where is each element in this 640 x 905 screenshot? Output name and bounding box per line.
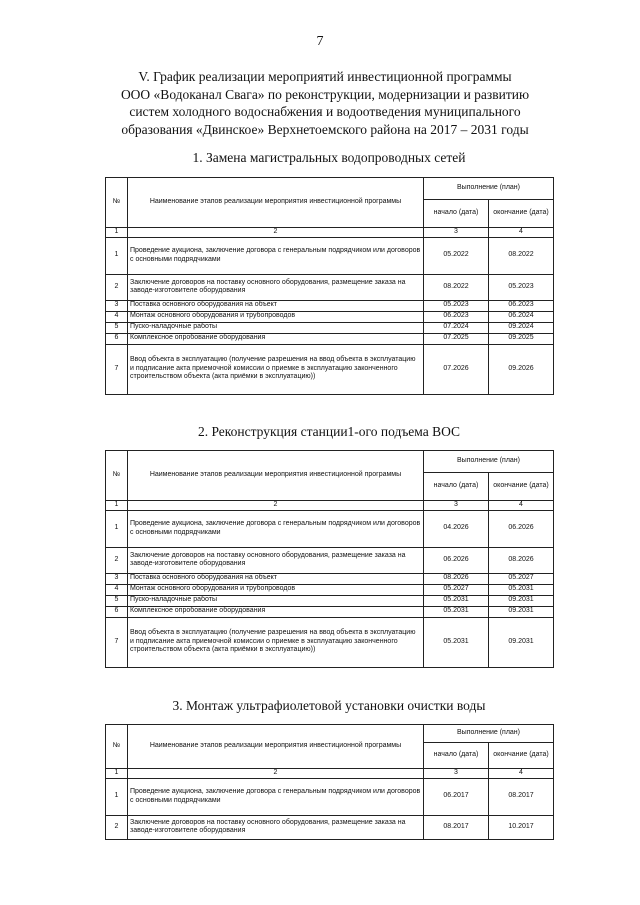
- row-name: Пуско-наладочные работы: [128, 322, 424, 333]
- row-num: 4: [106, 311, 128, 322]
- row-start: 06.2026: [424, 547, 489, 573]
- row-num: 6: [106, 606, 128, 617]
- table-row: [106, 300, 554, 311]
- row-name: Поставка основного оборудования на объект: [128, 300, 424, 311]
- header-end: окончание (дата): [489, 473, 554, 501]
- row-start: 07.2026: [424, 344, 489, 394]
- table-row: [106, 333, 554, 344]
- header-col-number: 1: [106, 501, 128, 511]
- row-name: Монтаж основного оборудования и трубопроводов: [128, 311, 424, 322]
- row-num: 7: [106, 344, 128, 394]
- row-name: Проведение аукциона, заключение договора с генеральным подрядчиком или договоров с основными подрядчиками: [128, 510, 424, 547]
- row-end: 06.2026: [489, 510, 554, 547]
- row-start: 05.2031: [424, 606, 489, 617]
- row-end: 05.2023: [489, 274, 554, 300]
- row-num: 1: [106, 237, 128, 274]
- row-num: 1: [106, 510, 128, 547]
- row-start: 05.2031: [424, 617, 489, 667]
- header-col-number: 4: [489, 228, 554, 238]
- row-end: 06.2023: [489, 300, 554, 311]
- row-end: 10.2017: [489, 815, 554, 839]
- row-start: 05.2031: [424, 595, 489, 606]
- header-execution: Выполнение (план): [424, 178, 554, 200]
- row-end: 09.2031: [489, 617, 554, 667]
- row-num: 7: [106, 617, 128, 667]
- row-num: 5: [106, 595, 128, 606]
- row-end: 05.2031: [489, 584, 554, 595]
- header-col-number: 3: [424, 501, 489, 511]
- table-row: [106, 322, 554, 333]
- table-row: [106, 510, 554, 547]
- row-name: Комплексное опробование оборудования: [128, 606, 424, 617]
- header-col-number: 4: [489, 501, 554, 511]
- title-line: образования «Двинское» Верхнетоемского района на 2017 – 2031 годы: [121, 121, 529, 137]
- title-line: V. График реализации мероприятий инвестиционной программы: [138, 69, 512, 84]
- row-end: 09.2026: [489, 344, 554, 394]
- table-row: [106, 237, 554, 274]
- row-end: 09.2025: [489, 333, 554, 344]
- header-col-number: 2: [128, 501, 424, 511]
- table-row: [106, 311, 554, 322]
- table-row: [106, 573, 554, 584]
- section-heading: 1. Замена магистральных водопроводных сетей: [192, 150, 466, 165]
- header-start: начало (дата): [424, 473, 489, 501]
- table-row: [106, 584, 554, 595]
- row-start: 06.2017: [424, 778, 489, 815]
- row-start: 08.2017: [424, 815, 489, 839]
- row-start: 05.2027: [424, 584, 489, 595]
- row-start: 07.2025: [424, 333, 489, 344]
- title-line: ООО «Водоканал Свага» по реконструкции, модернизации и развитию: [120, 86, 530, 102]
- row-end: 09.2031: [489, 595, 554, 606]
- title-line: систем холодного водоснабжения и водоотведения муниципального: [129, 104, 521, 119]
- row-num: 2: [106, 815, 128, 839]
- row-name: Монтаж основного оборудования и трубопроводов: [128, 584, 424, 595]
- row-start: 08.2022: [424, 274, 489, 300]
- row-end: 09.2031: [489, 606, 554, 617]
- header-end: окончание (дата): [489, 200, 554, 228]
- row-num: 3: [106, 573, 128, 584]
- table-row: [106, 778, 554, 815]
- row-end: 08.2017: [489, 778, 554, 815]
- row-num: 2: [106, 547, 128, 573]
- table-row: [106, 815, 554, 839]
- row-name: Ввод объекта в эксплуатацию (получение разрешения на ввод объекта в эксплуатацию и подписание акта приемочной комиссии о приемке в эксплуатацию законченного строительством объекта (акта приёмки в эксплуатацию)): [128, 617, 424, 667]
- header-execution: Выполнение (план): [424, 451, 554, 473]
- row-num: 4: [106, 584, 128, 595]
- row-start: 06.2023: [424, 311, 489, 322]
- table-row: [106, 547, 554, 573]
- table-row: [106, 617, 554, 667]
- page-number: 7: [316, 34, 324, 49]
- row-end: 08.2022: [489, 237, 554, 274]
- row-start: 05.2022: [424, 237, 489, 274]
- row-end: 05.2027: [489, 573, 554, 584]
- row-name: Заключение договоров на поставку основного оборудования, размещение заказа на заводе-изготовителе оборудования: [128, 547, 424, 573]
- header-start: начало (дата): [424, 743, 489, 769]
- row-end: 08.2026: [489, 547, 554, 573]
- schedule-table: [105, 177, 554, 395]
- section-heading: 2. Реконструкция станции1-ого подъема ВОС: [197, 424, 461, 439]
- row-num: 5: [106, 322, 128, 333]
- schedule-table: [105, 724, 554, 840]
- row-start: 07.2024: [424, 322, 489, 333]
- row-name: Поставка основного оборудования на объект: [128, 573, 424, 584]
- header-start: начало (дата): [424, 200, 489, 228]
- header-col-number: 2: [128, 769, 424, 779]
- schedule-table: [105, 450, 554, 668]
- table-row: [106, 595, 554, 606]
- section-heading: 3. Монтаж ультрафиолетовой установки очистки воды: [172, 698, 486, 713]
- header-col-number: 1: [106, 228, 128, 238]
- row-name: Комплексное опробование оборудования: [128, 333, 424, 344]
- header-name: Наименование этапов реализации мероприятия инвестиционной программы: [128, 725, 424, 769]
- header-num: №: [106, 725, 128, 769]
- header-name: Наименование этапов реализации мероприятия инвестиционной программы: [128, 451, 424, 501]
- row-end: 06.2024: [489, 311, 554, 322]
- row-num: 1: [106, 778, 128, 815]
- row-start: 05.2023: [424, 300, 489, 311]
- header-col-number: 3: [424, 769, 489, 779]
- header-name: Наименование этапов реализации мероприятия инвестиционной программы: [128, 178, 424, 228]
- document-title: [60, 68, 590, 138]
- row-name: Проведение аукциона, заключение договора с генеральным подрядчиком или договоров с основными подрядчиками: [128, 778, 424, 815]
- header-col-number: 3: [424, 228, 489, 238]
- row-name: Заключение договоров на поставку основного оборудования, размещение заказа на заводе-изготовителе оборудования: [128, 815, 424, 839]
- header-col-number: 1: [106, 769, 128, 779]
- table-row: [106, 606, 554, 617]
- header-end: окончание (дата): [489, 743, 554, 769]
- row-num: 2: [106, 274, 128, 300]
- row-name: Ввод объекта в эксплуатацию (получение разрешения на ввод объекта в эксплуатацию и подписание акта приемочной комиссии о приемке в эксплуатацию законченного строительством объекта (акта приёмки в эксплуатацию)): [128, 344, 424, 394]
- row-num: 3: [106, 300, 128, 311]
- row-end: 09.2024: [489, 322, 554, 333]
- header-num: №: [106, 178, 128, 228]
- row-start: 08.2026: [424, 573, 489, 584]
- header-execution: Выполнение (план): [424, 725, 554, 743]
- header-col-number: 2: [128, 228, 424, 238]
- header-col-number: 4: [489, 769, 554, 779]
- row-name: Заключение договоров на поставку основного оборудования, размещение заказа на заводе-изготовителе оборудования: [128, 274, 424, 300]
- table-row: [106, 344, 554, 394]
- row-num: 6: [106, 333, 128, 344]
- header-num: №: [106, 451, 128, 501]
- table-row: [106, 274, 554, 300]
- row-name: Проведение аукциона, заключение договора с генеральным подрядчиком или договоров с основными подрядчиками: [128, 237, 424, 274]
- row-name: Пуско-наладочные работы: [128, 595, 424, 606]
- row-start: 04.2026: [424, 510, 489, 547]
